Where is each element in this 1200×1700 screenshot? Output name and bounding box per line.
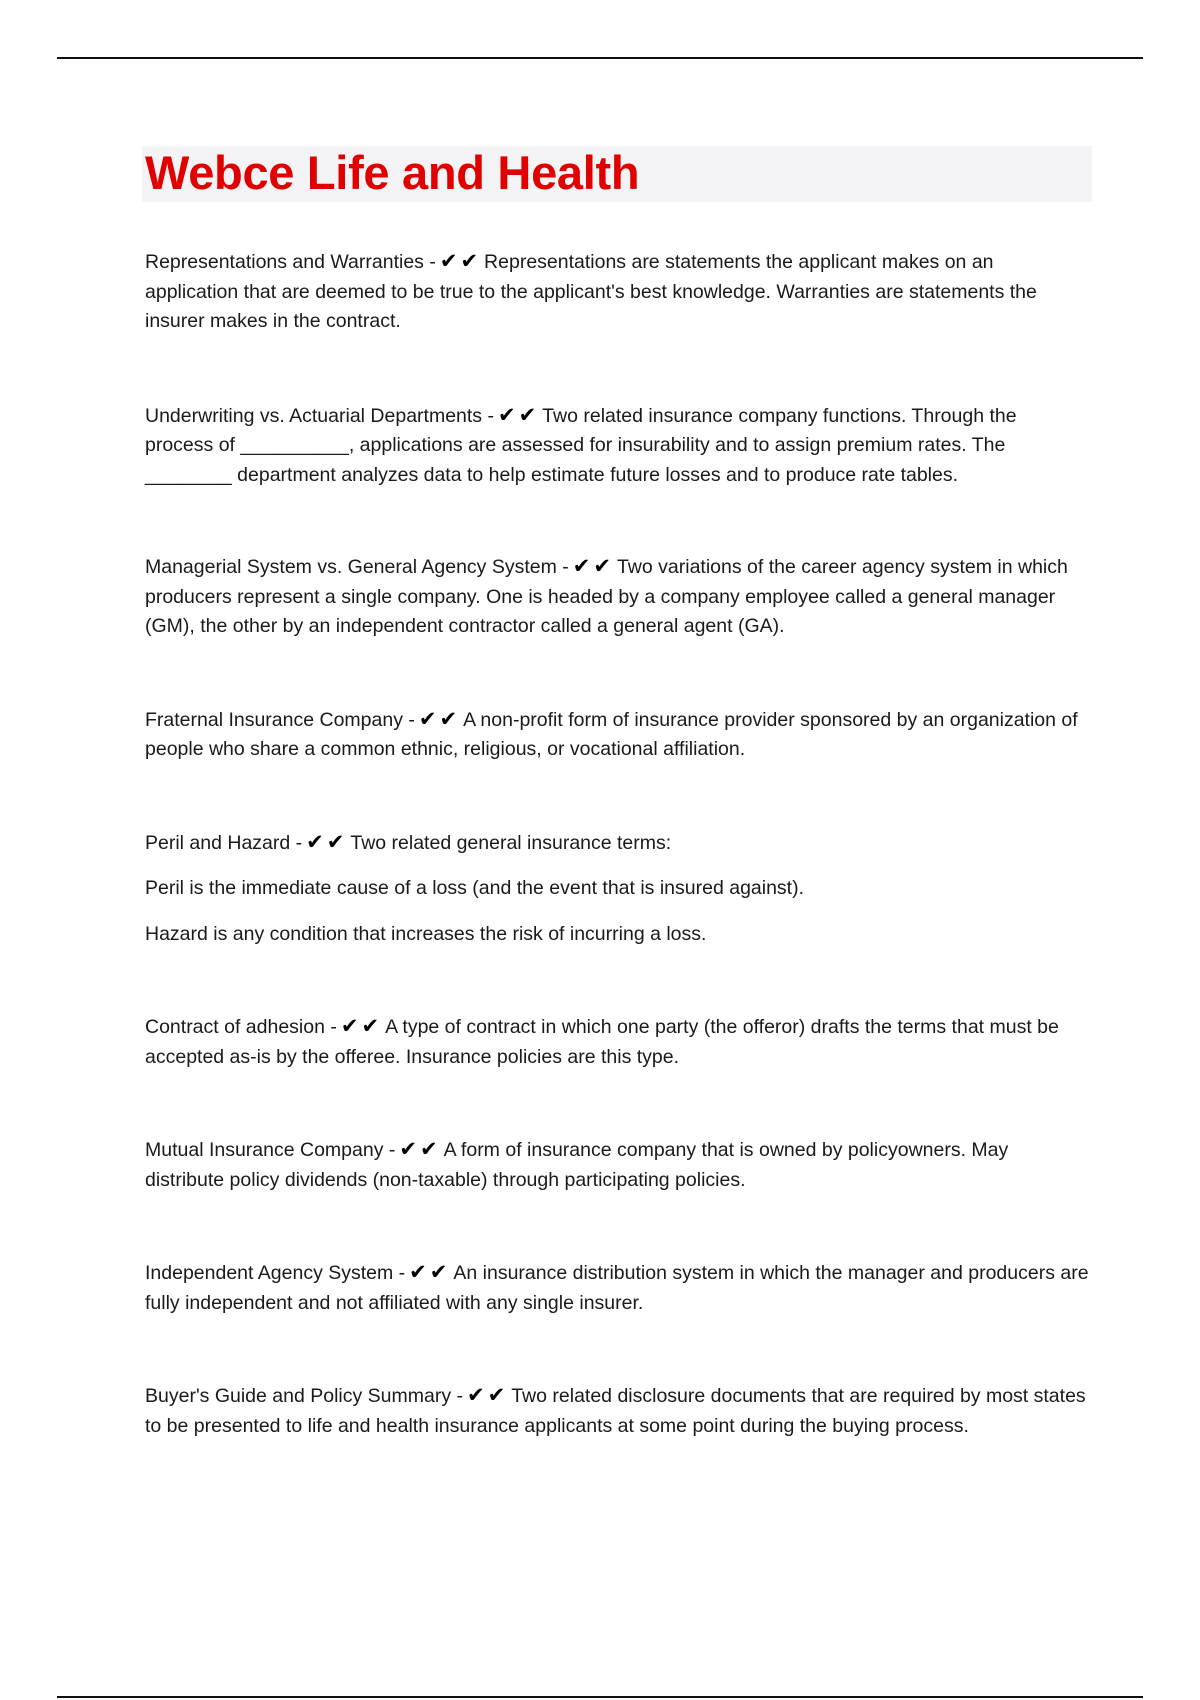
flashcard-entry xyxy=(145,1381,1090,1441)
entry-paragraph xyxy=(145,705,1090,765)
check-icon: ✔✔ xyxy=(418,706,461,731)
entry-term: Peril and Hazard - xyxy=(145,831,303,854)
check-icon: ✔✔ xyxy=(340,1014,383,1038)
entry-paragraph xyxy=(145,247,1090,337)
document-title: Webce Life and Health xyxy=(145,146,640,199)
entry-paragraph xyxy=(145,401,1090,491)
entry-term: Fraternal Insurance Company - xyxy=(145,708,415,731)
entry-extra-line: Hazard is any condition that increases the risk of incurring a loss. xyxy=(145,922,707,945)
check-icon: ✔✔ xyxy=(439,249,482,273)
entry-paragraph xyxy=(145,552,1090,642)
entry-definition: A non-profit form of insurance provider sponsored by an organization of people who share a common ethnic, religious, or vocational affiliation. xyxy=(145,708,1078,760)
entry-paragraph xyxy=(145,828,1090,859)
entry-term: Representations and Warranties - xyxy=(145,251,436,273)
check-icon: ✔✔ xyxy=(572,554,614,578)
entry-extra-line: Peril is the immediate cause of a loss (and the event that is insured against). xyxy=(145,877,805,899)
footer-rule xyxy=(57,1696,1143,1698)
entry-definition: Two related disclosure documents that are required by most states to be presented to life and health insurance applicants at some point during the buying process. xyxy=(145,1385,1086,1437)
flashcard-entry xyxy=(145,1135,1090,1195)
flashcard-entry xyxy=(145,1012,1090,1072)
flashcard-entry xyxy=(145,247,1090,337)
entry-term: Buyer's Guide and Policy Summary - xyxy=(145,1385,464,1407)
flashcard-entry xyxy=(145,828,1090,950)
check-icon: ✔✔ xyxy=(497,402,540,427)
entry-definition: Two related general insurance terms: xyxy=(350,831,672,854)
entry-paragraph xyxy=(145,1135,1090,1195)
entry-definition: Two related insurance company functions. Through the process of __________, applications are assessed for insurability and to assign premium rates. The ________ department analyzes data to help estimate future losses and to produce rate tables. xyxy=(145,404,1017,486)
entry-term: Independent Agency System - xyxy=(145,1262,406,1284)
entry-definition: A type of contract in which one party (the offeror) drafts the terms that must be accepted as-is by the offeree. Insurance policies are this type. xyxy=(145,1016,1059,1068)
entry-term: Underwriting vs. Actuarial Departments - xyxy=(145,404,494,427)
entry-definition: An insurance distribution system in which the manager and producers are fully independent and not affiliated with any single insurer. xyxy=(145,1262,1089,1314)
entry-paragraph xyxy=(145,1012,1090,1072)
flashcard-entry xyxy=(145,1258,1090,1318)
entry-paragraph xyxy=(145,1381,1090,1441)
entry-definition: Two variations of the career agency system in which producers represent a single company. One is headed by a company employee called a general manager (GM), the other by an independent contractor called a general agent (GA). xyxy=(145,556,1068,637)
entry-paragraph xyxy=(145,1258,1090,1318)
check-icon: ✔✔ xyxy=(467,1383,509,1407)
flashcard-entry xyxy=(145,401,1090,491)
entry-definition: Representations are statements the applicant makes on an application that are deemed to be true to the applicant's best knowledge. Warranties are statements the insurer makes in the contract. xyxy=(145,251,1037,332)
entry-term: Managerial System vs. General Agency System - xyxy=(145,556,569,578)
flashcard-entry xyxy=(145,552,1090,642)
entry-term: Mutual Insurance Company - xyxy=(145,1139,396,1161)
header-rule xyxy=(57,57,1143,59)
flashcard-list xyxy=(145,247,1090,1441)
check-icon: ✔✔ xyxy=(399,1137,441,1161)
check-icon: ✔✔ xyxy=(306,829,348,854)
flashcard-entry xyxy=(145,705,1090,765)
entry-term: Contract of adhesion - xyxy=(145,1016,337,1038)
entry-definition: A form of insurance company that is owned by policyowners. May distribute policy dividends (non-taxable) through participating policies. xyxy=(145,1139,1009,1191)
check-icon: ✔✔ xyxy=(409,1260,451,1284)
